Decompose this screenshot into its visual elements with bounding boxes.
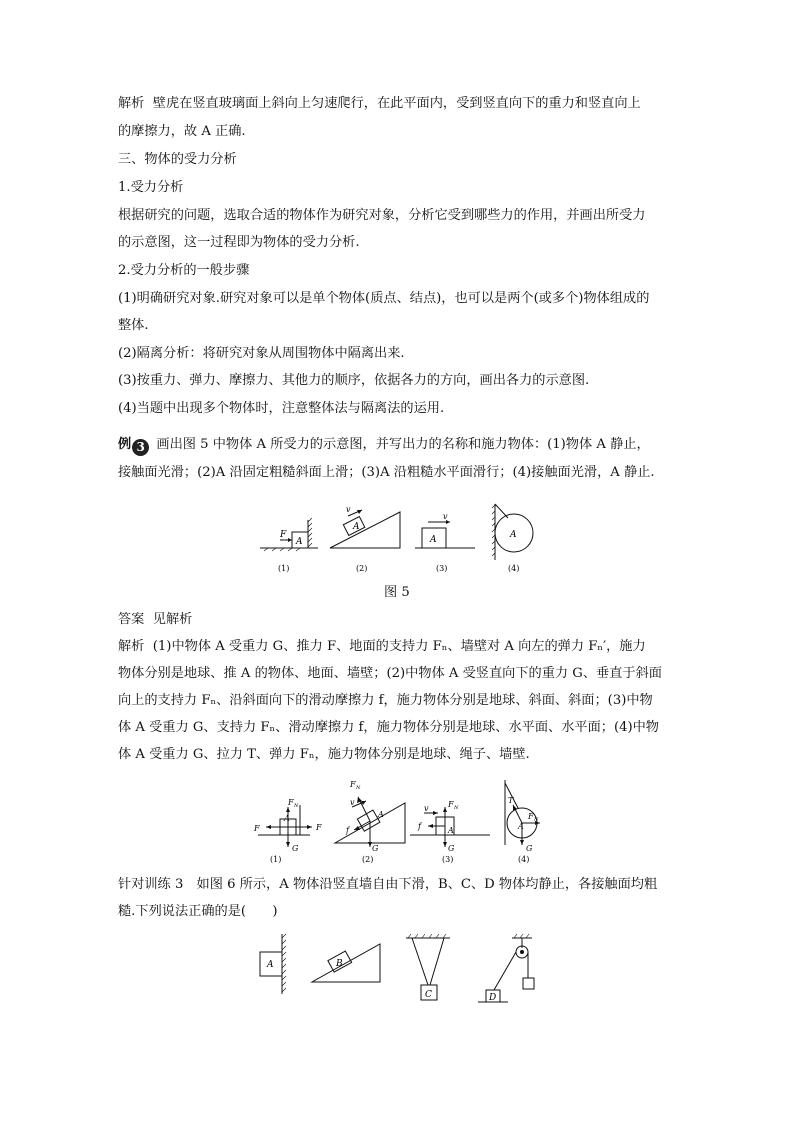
figure-answer-forces: [250, 775, 550, 865]
example-number-badge: 3: [132, 439, 149, 456]
fig6-label-A: A: [267, 960, 274, 970]
sub1-line2: 的示意图，这一过程即为物体的受力分析.: [118, 235, 360, 250]
fig5-sub-2: (2): [356, 564, 368, 573]
figure-5: [250, 500, 550, 580]
section3-title: 三、物体的受力分析: [118, 152, 237, 167]
example-label: 例: [118, 437, 132, 452]
exercise-line1: 针对训练 3 如图 6 所示，A 物体沿竖直墙自由下滑，B、C、D 物体均静止，各接触面均粗: [118, 877, 658, 892]
analysis-line2: 物体分别是地球、推 A 的物体、地面、墙壁；(2)中物体 A 受竖直向下的重力 G、垂直于斜面: [118, 666, 662, 681]
ans-sub-2: (2): [362, 855, 374, 864]
sub2-step1a: (1)明确研究对象.研究对象可以是单个物体(质点、结点)，也可以是两个(或多个)物体组成的: [118, 291, 650, 306]
sub2-title: 2.受力分析的一般步骤: [118, 263, 250, 278]
analysis-label: 解析: [118, 639, 145, 654]
fig5-sub-1: (1): [278, 564, 290, 573]
ans3-G: G: [448, 844, 455, 853]
para1-label: 解析: [118, 96, 145, 111]
fig5-block-label-4: A: [510, 530, 517, 540]
analysis-text1: (1)中物体 A 受重力 G、推力 F、地面的支持力 Fₙ、墙壁对 A 向左的弹力 Fₙ′，施力: [152, 639, 646, 654]
sub2-step1b: 整体.: [118, 318, 149, 333]
answer-text: 见解析: [152, 612, 193, 627]
ans1-FNp: F: [254, 824, 260, 833]
ans2-f: f: [346, 826, 349, 835]
ans2-G: G: [372, 844, 379, 853]
exercise-line2: 糙.下列说法正确的是( ): [118, 904, 278, 919]
fig5-sub-3: (3): [436, 564, 448, 573]
sub1-title: 1.受力分析: [118, 180, 184, 195]
ans-sub-3: (3): [442, 855, 454, 864]
fig5-v-2: v: [346, 505, 351, 514]
fig5-v-3: v: [443, 512, 448, 521]
analysis-line3: 向上的支持力 Fₙ、沿斜面向下的滑动摩擦力 f，施力物体分别是地球、斜面、斜面；(3)中物: [118, 693, 653, 708]
fig6-label-B: B: [336, 959, 343, 969]
analysis-line4: 体 A 受重力 G、支持力 Fₙ、滑动摩擦力 f，施力物体分别是地球、水平面、水平面；(4)中物: [118, 720, 659, 735]
figure-6: [250, 930, 550, 1010]
fig5-block-label-3: A: [430, 535, 437, 545]
sub2-step4: (4)当题中出现多个物体时，注意整体法与隔离法的运用.: [118, 401, 445, 416]
ans4-A: A: [518, 822, 524, 831]
example-text1: 画出图 5 中物体 A 所受力的示意图，并写出力的名称和施力物体：(1)物体 A 静止，: [156, 437, 650, 452]
ans3-FN: F: [448, 800, 454, 809]
ans4-G: G: [526, 844, 533, 853]
fig5-sub-4: (4): [508, 564, 520, 573]
fig6-label-C: C: [425, 990, 432, 1000]
answer-label: 答案: [118, 612, 145, 627]
ans1-F: F: [316, 823, 322, 832]
analysis-line1: [118, 638, 646, 656]
fig5-block-label-2: A: [353, 522, 360, 532]
sub1-line1: 根据研究的问题，选取合适的物体作为研究对象，分析它受到哪些力的作用，并画出所受力: [118, 208, 646, 223]
ans3-f: f: [418, 822, 421, 831]
ans1-G: G: [292, 844, 299, 853]
fig5-block-label-1: A: [296, 537, 303, 547]
ans2-FN: F: [350, 780, 356, 789]
ans4-FN: F: [528, 812, 534, 821]
answer-line: [118, 611, 192, 629]
example-line2: 接触面光滑；(2)A 沿固定粗糙斜面上滑；(3)A 沿粗糙水平面滑行；(4)接触面光滑，A 静止.: [118, 465, 655, 480]
ans3-A: A: [448, 826, 454, 835]
fig5-force-F: F: [280, 530, 287, 540]
para1-line2: 的摩擦力，故 A 正确.: [118, 124, 246, 139]
fig6-label-D: D: [489, 993, 497, 1003]
example-line1: [118, 436, 650, 456]
ans1-FN-sub: N: [294, 803, 299, 809]
sub2-step2: (2)隔离分析：将研究对象从周围物体中隔离出来.: [118, 346, 405, 361]
para1-line1: [118, 95, 641, 113]
ans3-FN-sub: N: [454, 805, 459, 811]
ans1-FN: F: [288, 798, 294, 807]
ans4-FN-sub: N: [534, 817, 539, 823]
para1-text1: 壁虎在竖直玻璃面上斜向上匀速爬行，在此平面内，受到竖直向下的重力和竖直向上: [152, 96, 641, 111]
analysis-line5: 体 A 受重力 G、拉力 T、弹力 Fₙ，施力物体分别是地球、绳子、墙壁.: [118, 747, 530, 762]
ans2-v: v: [350, 798, 355, 807]
ans-sub-4: (4): [518, 855, 530, 864]
ans1-A: A: [284, 814, 290, 823]
ans4-T: T: [508, 796, 514, 805]
fig5-caption: 图 5: [384, 585, 410, 600]
ans2-FN-sub: N: [356, 785, 361, 791]
ans-sub-1: (1): [270, 855, 282, 864]
ans2-A: A: [378, 810, 384, 819]
ans3-v: v: [424, 804, 429, 813]
sub2-step3: (3)按重力、弹力、摩擦力、其他力的顺序，依据各力的方向，画出各力的示意图.: [118, 373, 590, 388]
